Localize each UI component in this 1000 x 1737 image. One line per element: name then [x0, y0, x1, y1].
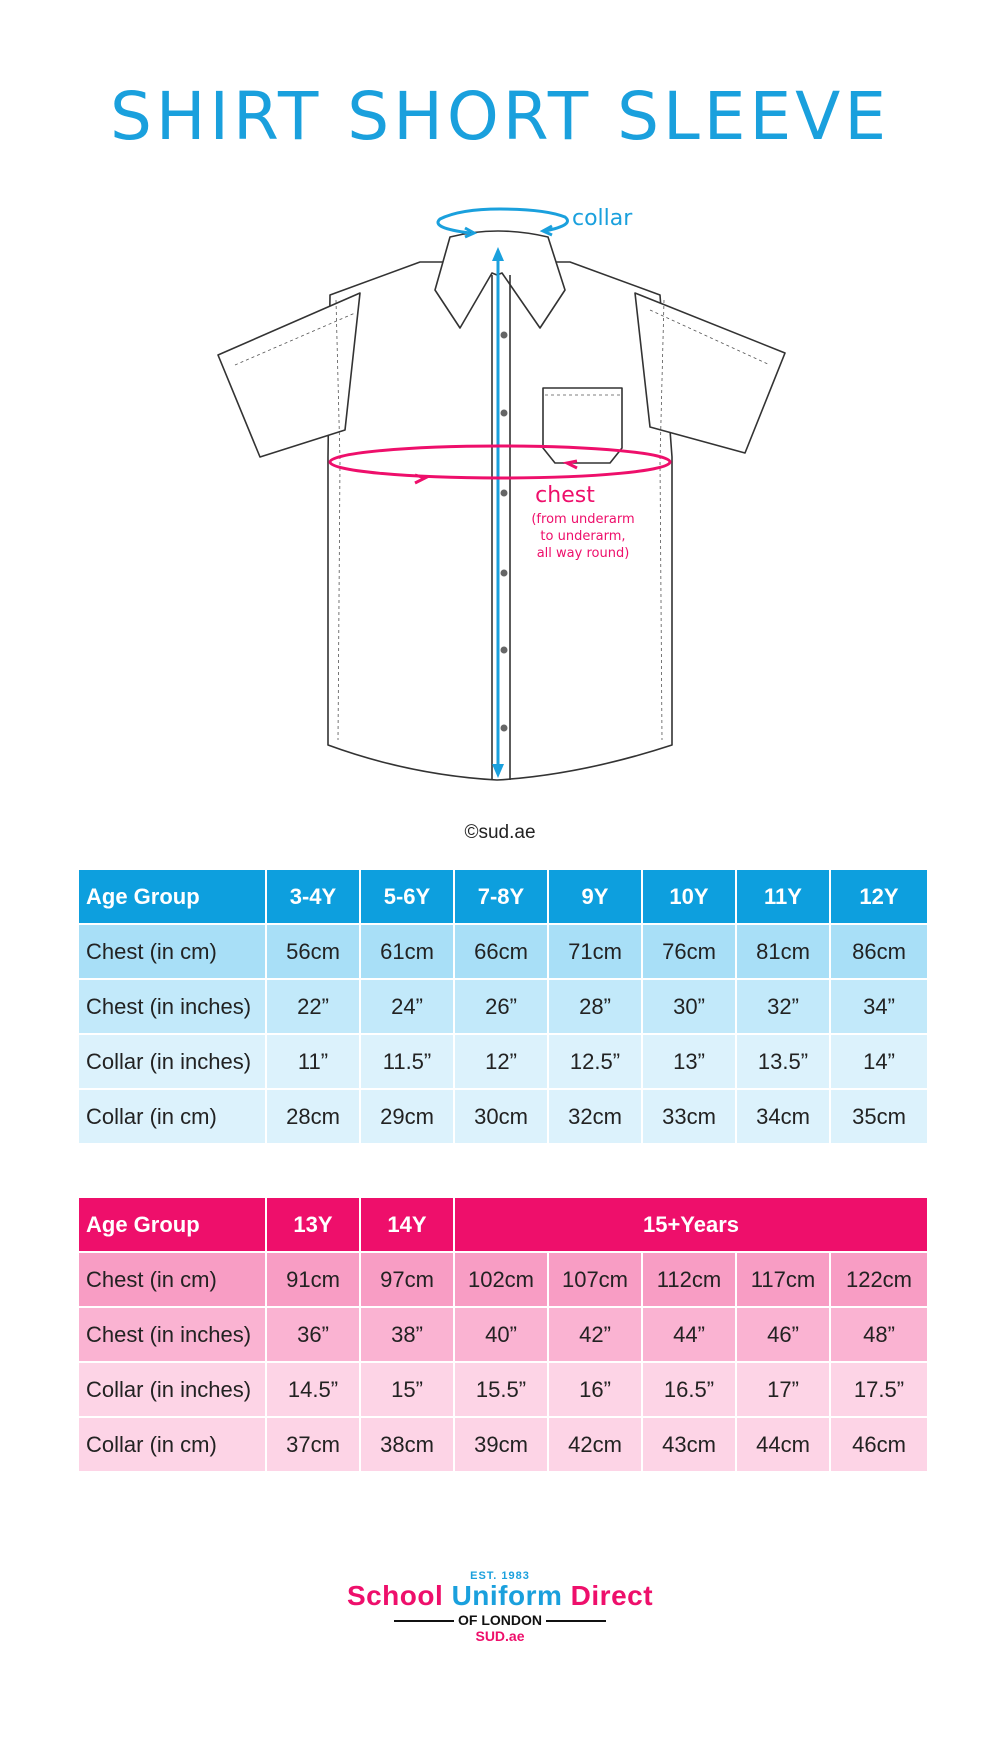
- table-cell: 26”: [454, 979, 548, 1034]
- header-cell: 10Y: [642, 869, 736, 924]
- logo-name: [300, 1580, 700, 1612]
- table-cell: 32cm: [548, 1089, 642, 1144]
- table-cell: 102cm: [454, 1252, 548, 1307]
- header-cell: 13Y: [266, 1197, 360, 1252]
- table-cell: 112cm: [642, 1252, 736, 1307]
- table-row: [78, 1362, 928, 1417]
- table-row: [78, 1089, 928, 1144]
- table-cell: 38”: [360, 1307, 454, 1362]
- table-header-row: [78, 869, 928, 924]
- page-title: SHIRT SHORT SLEEVE: [109, 78, 891, 155]
- logo-name-direct: Direct: [570, 1580, 654, 1611]
- table-cell: 12.5”: [548, 1034, 642, 1089]
- table-cell: 15.5”: [454, 1362, 548, 1417]
- copyright-text: ©sud.ae: [464, 822, 536, 843]
- table-cell: 32”: [736, 979, 830, 1034]
- logo-name-school: School: [346, 1580, 452, 1611]
- size-table-ages-3-12: [77, 868, 929, 1145]
- header-cell: Age Group: [78, 1197, 266, 1252]
- collar-label: collar: [572, 206, 633, 231]
- row-label: Collar (in cm): [78, 1417, 266, 1472]
- table-cell: 35cm: [830, 1089, 928, 1144]
- size-table-ages-13-plus: [77, 1196, 929, 1473]
- table-cell: 17.5”: [830, 1362, 928, 1417]
- logo-name-uniform: Uniform: [451, 1580, 571, 1611]
- row-label: Collar (in inches): [78, 1362, 266, 1417]
- table-cell: 71cm: [548, 924, 642, 979]
- row-label: Chest (in inches): [78, 1307, 266, 1362]
- table-cell: 40”: [454, 1307, 548, 1362]
- table-cell: 14”: [830, 1034, 928, 1089]
- table-cell: 38cm: [360, 1417, 454, 1472]
- table-cell: 29cm: [360, 1089, 454, 1144]
- table-cell: 11.5”: [360, 1034, 454, 1089]
- table-cell: 24”: [360, 979, 454, 1034]
- table-cell: 16”: [548, 1362, 642, 1417]
- logo-est: EST. 1983: [470, 1570, 530, 1582]
- table-cell: 37cm: [266, 1417, 360, 1472]
- table-row: [78, 979, 928, 1034]
- row-label: Chest (in cm): [78, 924, 266, 979]
- row-label: Collar (in inches): [78, 1034, 266, 1089]
- header-cell: 14Y: [360, 1197, 454, 1252]
- table-row: [78, 1307, 928, 1362]
- table-cell: 91cm: [266, 1252, 360, 1307]
- chest-note-3: all way round): [536, 546, 630, 561]
- header-cell: 9Y: [548, 869, 642, 924]
- header-cell: 15+Years: [454, 1197, 928, 1252]
- logo-sub: [300, 1612, 700, 1628]
- table-cell: 36”: [266, 1307, 360, 1362]
- row-label: Chest (in cm): [78, 1252, 266, 1307]
- header-cell: 3-4Y: [266, 869, 360, 924]
- chest-note-2: to underarm,: [540, 529, 626, 544]
- table-cell: 86cm: [830, 924, 928, 979]
- header-cell: 12Y: [830, 869, 928, 924]
- right-sleeve: [635, 293, 785, 453]
- table-cell: 13.5”: [736, 1034, 830, 1089]
- table-row: [78, 1252, 928, 1307]
- table-cell: 61cm: [360, 924, 454, 979]
- table-cell: 28”: [548, 979, 642, 1034]
- header-cell: 7-8Y: [454, 869, 548, 924]
- table-cell: 66cm: [454, 924, 548, 979]
- table-row: [78, 924, 928, 979]
- table-cell: 11”: [266, 1034, 360, 1089]
- table-cell: 22”: [266, 979, 360, 1034]
- table-cell: 122cm: [830, 1252, 928, 1307]
- table-cell: 107cm: [548, 1252, 642, 1307]
- table-cell: 17”: [736, 1362, 830, 1417]
- logo-domain: SUD.ae: [475, 1628, 525, 1644]
- table-cell: 46cm: [830, 1417, 928, 1472]
- chest-note-1: (from underarm: [531, 512, 635, 527]
- header-cell: Age Group: [78, 869, 266, 924]
- chest-label: chest: [535, 483, 595, 508]
- table-cell: 28cm: [266, 1089, 360, 1144]
- table-cell: 44cm: [736, 1417, 830, 1472]
- logo-sub-text: OF LONDON: [458, 1612, 542, 1628]
- header-cell: 5-6Y: [360, 869, 454, 924]
- table-cell: 14.5”: [266, 1362, 360, 1417]
- table-row: [78, 1417, 928, 1472]
- left-sleeve: [218, 293, 360, 457]
- table-cell: 30”: [642, 979, 736, 1034]
- table-cell: 42cm: [548, 1417, 642, 1472]
- table-cell: 30cm: [454, 1089, 548, 1144]
- shirt-diagram: [0, 195, 1000, 795]
- header-cell: 11Y: [736, 869, 830, 924]
- table-cell: 13”: [642, 1034, 736, 1089]
- table-cell: 34cm: [736, 1089, 830, 1144]
- table-cell: 97cm: [360, 1252, 454, 1307]
- table-cell: 12”: [454, 1034, 548, 1089]
- table-cell: 81cm: [736, 924, 830, 979]
- table-cell: 39cm: [454, 1417, 548, 1472]
- table-cell: 43cm: [642, 1417, 736, 1472]
- table-row: [78, 1034, 928, 1089]
- table-cell: 46”: [736, 1307, 830, 1362]
- table-cell: 16.5”: [642, 1362, 736, 1417]
- row-label: Collar (in cm): [78, 1089, 266, 1144]
- table-cell: 76cm: [642, 924, 736, 979]
- row-label: Chest (in inches): [78, 979, 266, 1034]
- table-cell: 33cm: [642, 1089, 736, 1144]
- table-cell: 34”: [830, 979, 928, 1034]
- table-cell: 117cm: [736, 1252, 830, 1307]
- table-cell: 56cm: [266, 924, 360, 979]
- table-cell: 42”: [548, 1307, 642, 1362]
- pocket: [543, 388, 622, 463]
- table-cell: 48”: [830, 1307, 928, 1362]
- table-cell: 44”: [642, 1307, 736, 1362]
- table-cell: 15”: [360, 1362, 454, 1417]
- brand-logo: [300, 1570, 700, 1660]
- table-header-row: [78, 1197, 928, 1252]
